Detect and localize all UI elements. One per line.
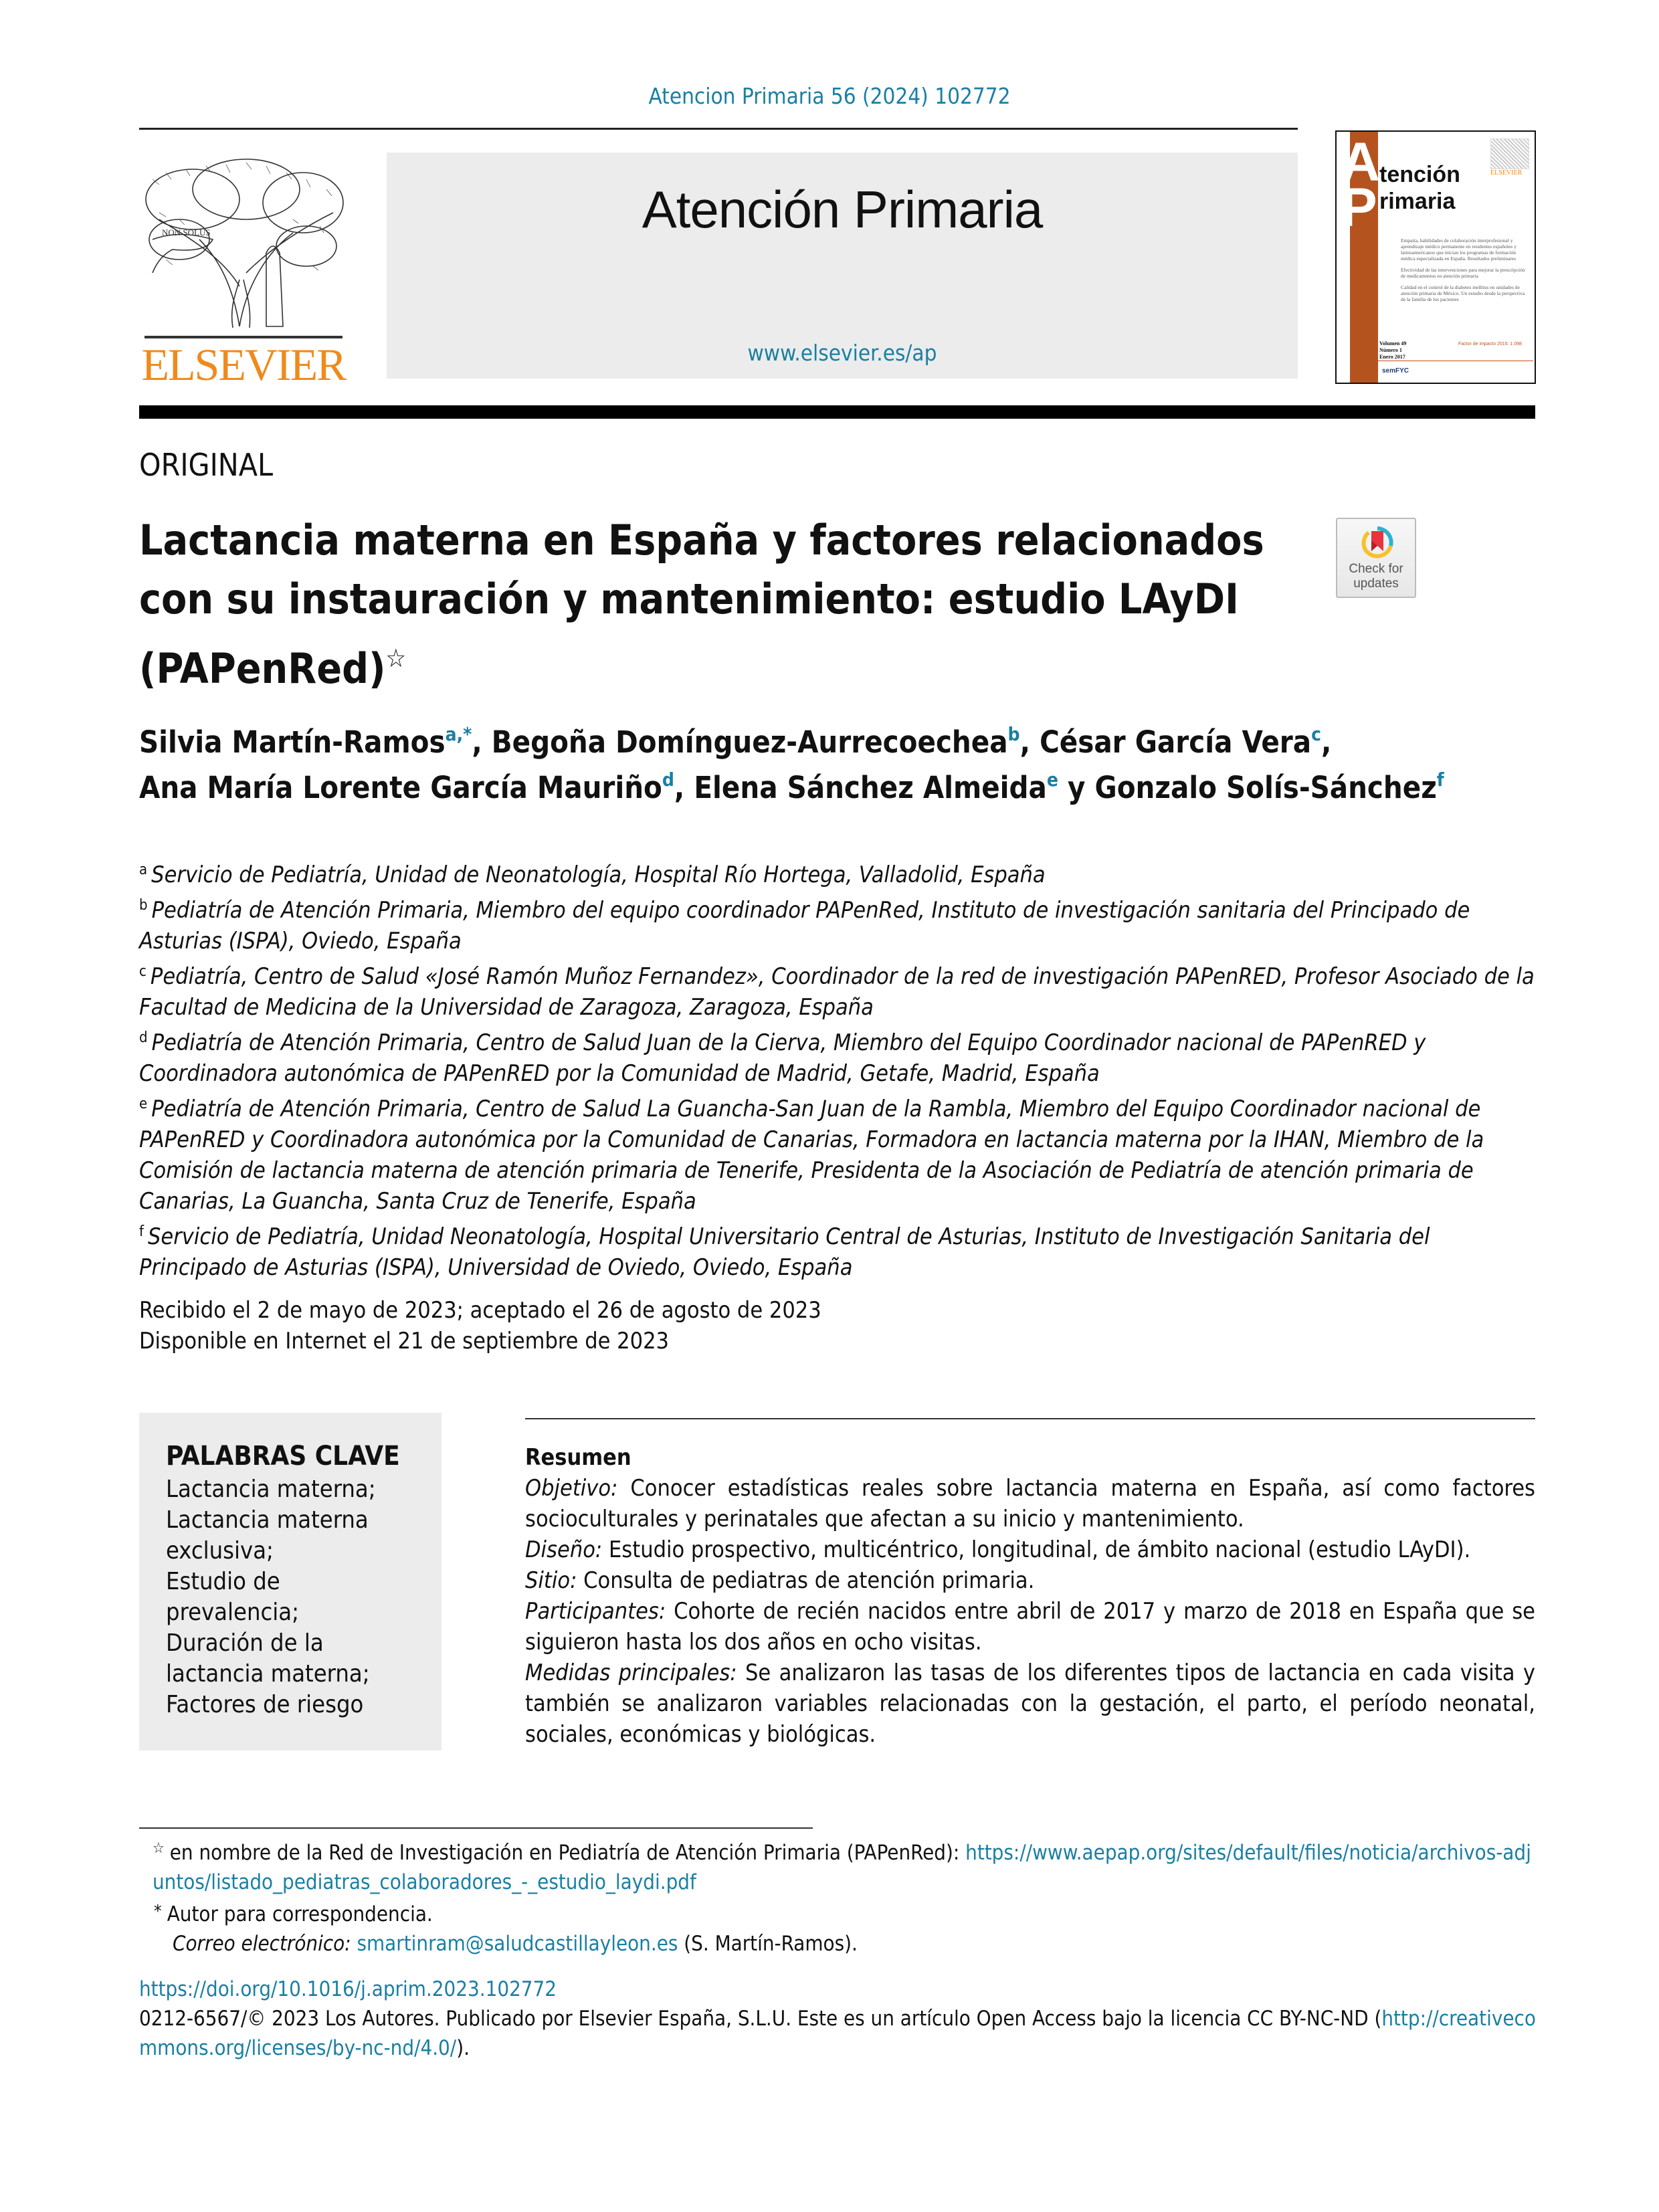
author-name[interactable]: Begoña Domínguez-Aurrecoechea bbox=[491, 724, 1008, 760]
journal-reference[interactable]: Atencion Primaria 56 (2024) 102772 bbox=[648, 83, 1011, 109]
keywords-heading: PALABRAS CLAVE bbox=[166, 1441, 400, 1472]
keyword-line: Lactancia materna bbox=[166, 1506, 369, 1534]
affiliation-item: $^d$ Pediatría de Atención Primaria, Centro de Salud Juan de la Cierva, Miembro del Equipo Coordinador nacional de PAPenRED y Coordinadora autonómica de PAPenRED por la Comunidad de Madrid, Getafe, Madrid, España bbox=[139, 1029, 1426, 1087]
keywords-box bbox=[139, 1413, 442, 1750]
header-rule bbox=[139, 128, 1298, 130]
author-affiliation-marker[interactable]: e bbox=[1046, 769, 1058, 791]
journal-cover-thumbnail[interactable]: A P tención rimaria ELSEVIER Empatía, habilidades de colaboración interprofesional y aprendizaje médico permanente en residentes españoles y latinoamericanos que inician los programas de formación médica especializada en España. Resultados preliminares Efectividad de las intervenciones para mejorar la prescripción de medicamentos en atención primaria Calidad en el control de la diabetes mellitus en unidades de atención primaria de México. Un estudio desde la perspectiva de la familia de los pacientes Volumen 49 Número 1 Enero 2017 Factor de impacto 2015: 1.098 semFYC bbox=[1335, 130, 1536, 384]
abstract-item: Participantes: Cohorte de recién nacidos entre abril de 2017 y marzo de 2018 en España que se siguieron hasta los dos años en ocho visitas. bbox=[525, 1598, 1535, 1655]
journal-title: Atención Primaria bbox=[642, 180, 1043, 239]
online-date: Disponible en Internet el 21 de septiembre de 2023 bbox=[139, 1328, 670, 1354]
author-name[interactable]: César García Vera bbox=[1040, 724, 1312, 760]
affiliation-item: $^b$ Pediatría de Atención Primaria, Miembro del equipo coordinador PAPenRed, Instituto de investigación sanitaria del Principado de Asturias (ISPA), Oviedo, España bbox=[139, 897, 1470, 954]
affiliation-item: $^f$ Servicio de Pediatría, Unidad Neonatología, Hospital Universitario Central de Asturias, Instituto de Investigación Sanitaria del Principado de Asturias (ISPA), Universidad de Oviedo, Oviedo, España bbox=[139, 1223, 1430, 1281]
footnotes: ☆ en nombre de la Red de Investigación en Pediatría de Atención Primaria (PAPenRed): https://www.aepap.org/sites/default/files/noticia/archivos-adjuntos/listado_pediatras_colaboradores_-_estudio_laydi.pdf * Autor para correspondencia. Correo electrónico: smartinram@saludcastillayleon.es (S. Martín-Ramos). bbox=[153, 1840, 1531, 1956]
cover-elsevier-tree-icon bbox=[1490, 138, 1529, 169]
header-thick-rule bbox=[139, 405, 1535, 419]
abstract-item: Sitio: Consulta de pediatras de atención primaria. bbox=[525, 1567, 1035, 1594]
affiliations bbox=[139, 855, 1537, 1283]
abstract-item: Medidas principales: Se analizaron las tasas de los diferentes tipos de lactancia en cada visita y también se analizaron variables relacionadas con la gestación, el parto, el período neonatal, sociales, económicas y biológicas. bbox=[525, 1660, 1536, 1748]
check-updates-label: Check for updates bbox=[1349, 562, 1403, 591]
footnote-rule bbox=[139, 1827, 813, 1829]
author-affiliation-marker[interactable]: a,* bbox=[445, 723, 472, 745]
affiliation-item: $^c$ Pediatría, Centro de Salud «José Ramón Muñoz Fernandez», Coordinador de la red de investigación PAPenRED, Profesor Asociado de la Facultad de Medicina de la Universidad de Zaragoza, Zaragoza, España bbox=[139, 963, 1535, 1021]
abstract-heading: Resumen bbox=[525, 1444, 631, 1471]
author-name[interactable]: Silvia Martín-Ramos bbox=[139, 724, 446, 760]
abstract-item: Diseño: Estudio prospectivo, multicéntrico, longitudinal, de ámbito nacional (estudio LAyDI). bbox=[525, 1536, 1471, 1563]
affiliation-item: $^e$ Pediatría de Atención Primaria, Centro de Salud La Guancha-San Juan de la Rambla, Miembro del Equipo Coordinador nacional de PAPenRED y Coordinadora autonómica por la Comunidad de Canarias, Formadora en lactancia materna por la IHAN, Miembro de la Comisión de lactancia materna de atención primaria de Tenerife, Presidenta de la Asociación de Pediatría de atención primaria de Canarias, La Guancha, Santa Cruz de Tenerife, España bbox=[139, 1096, 1484, 1215]
logo-motto: NON SOLUS bbox=[162, 227, 211, 237]
semfyc-logo: semFYC bbox=[1382, 367, 1409, 375]
doi-license-block: https://doi.org/10.1016/j.aprim.2023.102772 0212-6567/© 2023 Los Autores. Publicado por Elsevier España, S.L.U. Este es un artículo Open Access bajo la licencia CC BY-NC-ND (http://creativecommons.org/licenses/by-nc-nd/4.0/). bbox=[139, 1977, 1536, 2060]
journal-masthead bbox=[387, 153, 1298, 379]
check-updates-icon bbox=[1361, 526, 1394, 562]
author-affiliation-marker[interactable]: c bbox=[1311, 723, 1322, 745]
keyword-line: prevalencia; bbox=[166, 1599, 300, 1626]
elsevier-logo bbox=[139, 153, 348, 390]
journal-url-link[interactable]: www.elsevier.es/ap bbox=[747, 340, 937, 366]
title-footnote-star-icon[interactable]: ☆ bbox=[385, 643, 407, 673]
author-affiliation-marker[interactable]: b bbox=[1007, 723, 1020, 745]
received-accepted-date: Recibido el 2 de mayo de 2023; aceptado el 26 de agosto de 2023 bbox=[139, 1297, 821, 1324]
collaborators-list-link[interactable]: https://www.aepap.org/sites/default/files/noticia/archivos-adjuntos/listado_pediatras_colaboradores_-_estudio_laydi.pdf bbox=[153, 1841, 1531, 1894]
cover-big-letters: A P bbox=[1341, 132, 1381, 238]
author-email-link[interactable]: smartinram@saludcastillayleon.es bbox=[357, 1932, 678, 1956]
article-section-label: ORIGINAL bbox=[139, 447, 274, 483]
asterisk-icon: * bbox=[154, 1902, 162, 1922]
license-link[interactable]: http://creativecommons.org/licenses/by-nc-nd/4.0/ bbox=[139, 2007, 1536, 2060]
keyword-line: Lactancia materna; bbox=[166, 1476, 376, 1503]
cover-issue: Volumen 49 Número 1 Enero 2017 bbox=[1379, 340, 1407, 360]
keyword-line: Estudio de bbox=[166, 1568, 280, 1595]
affiliation-item: $^a$ Servicio de Pediatría, Unidad de Neonatología, Hospital Río Hortega, Valladolid, España bbox=[139, 862, 1046, 888]
check-for-updates-button[interactable] bbox=[1336, 518, 1416, 598]
author-affiliation-marker[interactable]: d bbox=[662, 769, 674, 791]
keyword-line: Factores de riesgo bbox=[166, 1691, 364, 1718]
author-name[interactable]: Elena Sánchez Almeida bbox=[694, 770, 1047, 805]
doi-link[interactable]: https://doi.org/10.1016/j.aprim.2023.102772 bbox=[139, 1977, 557, 2001]
author-name[interactable]: Gonzalo Solís-Sánchez bbox=[1094, 770, 1437, 805]
keyword-line: lactancia materna; bbox=[166, 1660, 370, 1688]
elsevier-wordmark: ELSEVIER bbox=[141, 339, 346, 390]
keyword-line: exclusiva; bbox=[166, 1537, 274, 1565]
cover-bullets: Empatía, habilidades de colaboración interprofesional y aprendizaje médico permanente en residentes españoles y latinoamericanos que inician los programas de formación médica especializada en España. Resultados preliminares Efectividad de las intervenciones para mejorar la prescripción de medicamentos en atención primaria Calidad en el control de la diabetes mellitus en unidades de atención primaria de México. Un estudio desde la perspectiva de la familia de los pacientes bbox=[1401, 237, 1525, 302]
abstract-item: Objetivo: Conocer estadísticas reales sobre lactancia materna en España, así como factores socioculturales y perinatales que afectan a su inicio y mantenimiento. bbox=[525, 1475, 1535, 1532]
abstract-rule bbox=[525, 1418, 1535, 1419]
author-affiliation-marker[interactable]: f bbox=[1436, 769, 1444, 791]
star-footnote-icon: ☆ bbox=[153, 1840, 165, 1857]
article-dates bbox=[139, 1295, 821, 1356]
abstract bbox=[525, 1442, 1535, 1750]
article-title: Lactancia materna en España y factores relacionados con su instauración y mantenimiento: estudio LAyDI (PAPenRed)☆ bbox=[139, 516, 1264, 693]
author-list: Silvia Martín-Ramos$^{a,*}$, Begoña Domínguez-Aurrecoechea$^b$, César García Vera$^c$, Ana María Lorente García Mauriño$^d$, Elena Sánchez Almeida$^e$ y Gonzalo Solís-Sánchez$^f$ bbox=[139, 723, 1444, 805]
cover-title: tención rimaria bbox=[1379, 162, 1460, 214]
author-name[interactable]: Ana María Lorente García Mauriño bbox=[139, 770, 662, 805]
keyword-line: Duración de la bbox=[166, 1629, 324, 1657]
